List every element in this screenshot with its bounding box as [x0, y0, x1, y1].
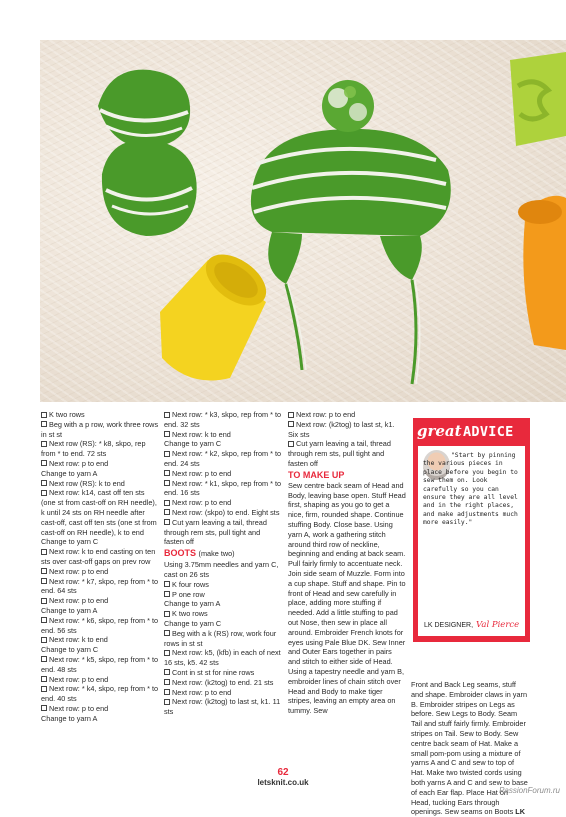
pattern-step — [164, 449, 282, 469]
pattern-step-text: Cut yarn leaving a tail, thread through rem sts, pull tight and fasten off — [164, 517, 267, 547]
pattern-step-text: Change to yarn A — [164, 599, 221, 609]
checkbox-icon[interactable] — [41, 568, 47, 574]
make-up-body: Sew centre back seam of Head and Body, leaving base open. Stuff Head first, shaping as you go to get a nice, firm, rounded shape. Continue stuffing Body. Close base. Using yarn A, work a gathering stitch around third row of neckline, beginning and ending at back seam. Pull fairly firmly to accentuate neck. Join side seam of Muzzle. Form into a cup shape. Stuff and shape. Pin to front of Head and sew carefully in place, adding more stuffing if needed. Add a little stuffing to pad out Nose, then sew in place all around. Embroider French knots for eyes using Pale Blue DK. Sew Inner and Outer Ears together in pairs and stitch to either side of Head. Using a tapestry needle and yarn B, embroider lines of chain stitch over Head and Body to make tiger stripes, leaving an empty area on tummy. Sew — [288, 480, 406, 716]
pattern-step — [41, 547, 159, 567]
checkbox-icon[interactable] — [41, 441, 47, 447]
pattern-step — [41, 596, 159, 606]
pattern-step — [164, 469, 282, 479]
pattern-step — [164, 580, 282, 590]
checkbox-icon[interactable] — [164, 650, 170, 656]
checkbox-icon[interactable] — [164, 679, 170, 685]
pattern-step — [164, 430, 282, 440]
pattern-column-3 — [288, 410, 406, 716]
checkbox-icon[interactable] — [288, 441, 294, 447]
pattern-step — [41, 704, 159, 714]
pattern-step-text: Change to yarn A — [41, 468, 98, 478]
yellow-toy-cup — [160, 244, 275, 380]
pattern-step — [41, 675, 159, 685]
make-up-continued-text: Front and Back Leg seams, stuff and shape. Embroider claws in yarn B. Embroider stripes on Legs as before. Sew Legs to Body. Seam Tail and stuff fairly firmly. Embroider stripes on Tail. Sew to Body. Sew centre back seam of Hat. Make a small pom-pom using a mixture of yarns A and C and sew to top of Hat. Make two twisted cords using both yarns A and C and sew to base of each Ear flap. Place Hat on Head, tucking Ears through openings. Sew seams on Boots — [411, 680, 528, 817]
pattern-step-text: Next row: * k7, skpo, rep from * to end. 64 sts — [41, 576, 159, 596]
pattern-step — [41, 645, 159, 655]
pattern-step-text: Next row: k to end — [49, 635, 108, 645]
checkbox-icon[interactable] — [41, 676, 47, 682]
pattern-step-text: Next row: * k6, skpo, rep from * to end. 56 sts — [41, 615, 159, 635]
pattern-step-text: Change to yarn C — [164, 618, 222, 628]
pattern-step — [41, 459, 159, 469]
checkbox-icon[interactable] — [41, 460, 47, 466]
checkbox-icon[interactable] — [41, 578, 47, 584]
pattern-step-text: Next row: k to end casting on ten sts over cast-off gaps on prev row — [41, 547, 156, 566]
pattern-step — [164, 688, 282, 698]
watermark: PassionForum.ru — [499, 786, 560, 795]
pattern-step — [164, 479, 282, 499]
orange-toy-cup — [518, 196, 566, 350]
pattern-step — [41, 714, 159, 724]
pattern-step — [41, 684, 159, 704]
pattern-step-text: Next row: p to end — [49, 566, 109, 576]
pattern-step-text: Next row: (skpo) to end. Eight sts — [172, 507, 280, 517]
pattern-step — [164, 629, 282, 649]
pattern-column-2 — [164, 410, 282, 717]
pattern-step-text: Next row: * k3, skpo, rep from * to end. 32 sts — [164, 410, 282, 429]
pattern-step-text: Next row: (k2tog) to last st, k1. 11 sts — [164, 697, 281, 717]
pattern-step-text: K two rows — [49, 410, 85, 419]
boots-title: BOOTS — [164, 548, 197, 559]
pattern-step-text: K two rows — [172, 609, 208, 619]
pattern-step — [41, 439, 159, 459]
great-advice-box — [413, 418, 530, 642]
advice-quote: "Start by pinning the various pieces in place before you begin to sew them on. Look carefully so you can ensure they are all level and in the right places, and make adjustments much more easily." — [423, 452, 518, 527]
advice-panel — [418, 446, 525, 636]
pattern-step-text: Next row: p to end — [296, 410, 356, 419]
checkbox-icon[interactable] — [41, 490, 47, 496]
checkbox-icon[interactable] — [164, 669, 170, 675]
green-knitted-hat — [251, 80, 451, 384]
checkbox-icon[interactable] — [164, 519, 170, 525]
boots-finish-steps — [288, 410, 406, 469]
pattern-step-text: Cut yarn leaving a tail, thread through rem sts, pull tight and fasten off — [288, 439, 391, 468]
pattern-step-text: Next row: p to end — [49, 703, 109, 713]
checkbox-icon[interactable] — [41, 686, 47, 692]
checkbox-icon[interactable] — [41, 549, 47, 555]
pattern-step-text: Next row: * k1, skpo, rep from * to end. 16 sts — [164, 478, 282, 498]
pattern-step-text: P one row — [172, 589, 205, 599]
checkbox-icon[interactable] — [41, 598, 47, 604]
pattern-step-text: Change to yarn C — [41, 645, 99, 655]
pattern-step — [164, 590, 282, 600]
green-knitted-bag — [98, 70, 197, 236]
green-toy-block — [510, 52, 566, 146]
checkbox-icon[interactable] — [164, 451, 170, 457]
boots-subtitle: (make two) — [198, 549, 235, 559]
checkbox-icon[interactable] — [164, 581, 170, 587]
pattern-step-text: Next row: * k4, skpo, rep from * to end. 40 sts — [41, 684, 159, 704]
checkbox-icon[interactable] — [41, 705, 47, 711]
designer-label: LK DESIGNER, — [424, 622, 474, 629]
pattern-step — [41, 537, 159, 547]
pattern-column-1 — [41, 410, 159, 724]
pattern-step — [41, 410, 159, 420]
boots-steps — [164, 560, 282, 717]
pattern-step-text: Next row: (k2tog) to last st, k1. Six sts — [288, 419, 395, 439]
checkbox-icon[interactable] — [164, 689, 170, 695]
pattern-step-text: Next row: p to end — [172, 687, 232, 697]
advice-title — [413, 422, 530, 444]
pattern-step — [41, 616, 159, 636]
make-up-continued — [411, 680, 529, 817]
checkbox-icon[interactable] — [164, 500, 170, 506]
pattern-step — [288, 410, 406, 420]
pattern-step — [164, 648, 282, 668]
checkbox-icon[interactable] — [41, 617, 47, 623]
checkbox-icon[interactable] — [164, 509, 170, 515]
pattern-step-text: Next row: p to end — [172, 468, 232, 478]
pattern-step-text: Cont in st st for nine rows — [172, 667, 255, 677]
pattern-step — [41, 635, 159, 645]
pattern-step-text: Change to yarn A — [41, 713, 98, 723]
end-mark: LK — [515, 807, 525, 817]
pattern-step — [164, 518, 282, 547]
designer-signature: Val Pierce — [476, 620, 520, 630]
checkbox-icon[interactable] — [41, 480, 47, 486]
make-up-heading: TO MAKE UP — [288, 469, 345, 480]
pattern-step — [164, 599, 282, 609]
checkbox-icon[interactable] — [41, 656, 47, 662]
pattern-step-text: Next row: k14, cast off ten sts (one st from cast-off on RH needle), k until 24 sts on RH needle after cast-off, cast off ten sts (one st from cast-off on RH needle), k to end — [41, 488, 157, 537]
pattern-column-4 — [411, 680, 529, 817]
photo-illustration — [40, 40, 566, 402]
checkbox-icon[interactable] — [164, 480, 170, 486]
checkbox-icon[interactable] — [164, 699, 170, 705]
pattern-step-text: Next row: p to end — [49, 596, 109, 606]
pattern-step-text: Change to yarn C — [41, 537, 99, 547]
checkbox-icon[interactable] — [164, 591, 170, 597]
pattern-step — [164, 508, 282, 518]
pattern-step — [164, 498, 282, 508]
checkbox-icon[interactable] — [41, 421, 47, 427]
boots-heading — [164, 547, 282, 560]
pattern-step — [41, 479, 159, 489]
pattern-step-text: Next row (RS): k to end — [49, 478, 125, 488]
checkbox-icon[interactable] — [41, 637, 47, 643]
page-number: 62 — [277, 767, 289, 778]
pattern-step-text: Using 3.75mm needles and yarn C, cast on 26 sts — [164, 560, 279, 579]
pattern-step — [288, 439, 406, 468]
hat-decrease-steps — [164, 410, 282, 547]
pattern-step — [41, 567, 159, 577]
pattern-step — [164, 410, 282, 430]
pattern-step-text: Next row: k5, (kfb) in each of next 16 sts, k5. 42 sts — [164, 648, 281, 668]
pattern-step — [164, 668, 282, 678]
pattern-step — [164, 619, 282, 629]
pattern-step — [288, 420, 406, 440]
pattern-step-text: Next row: (k2tog) to end. 21 sts — [172, 677, 274, 687]
checkbox-icon[interactable] — [164, 630, 170, 636]
pattern-step — [164, 609, 282, 619]
pattern-step — [41, 488, 159, 537]
checkbox-icon[interactable] — [164, 611, 170, 617]
pattern-step-text: Change to yarn A — [41, 605, 98, 615]
pattern-step-text: Change to yarn C — [164, 439, 222, 449]
checkbox-icon[interactable] — [164, 431, 170, 437]
pattern-step-text: Next row: * k2, skpo, rep from * to end. 24 sts — [164, 449, 282, 468]
checkbox-icon[interactable] — [288, 412, 294, 418]
page-footer — [0, 767, 566, 787]
pattern-step — [164, 678, 282, 688]
pattern-step-text: Next row: * k5, skpo, rep from * to end. 48 sts — [41, 654, 159, 674]
pattern-step — [41, 655, 159, 675]
checkbox-icon[interactable] — [288, 421, 294, 427]
pattern-step-text: Next row: p to end — [172, 498, 232, 508]
pattern-step — [164, 560, 282, 580]
pattern-step-text: Next row (RS): * k8, skpo, rep from * to end. 72 sts — [41, 439, 146, 459]
pattern-step — [164, 697, 282, 717]
pattern-step-text: Next row: k to end — [172, 429, 231, 439]
pattern-step-text: Beg with a p row, work three rows in st st — [41, 419, 159, 439]
advice-heading: ADVICE — [463, 424, 514, 440]
hero-photo — [40, 40, 566, 402]
pattern-step — [41, 606, 159, 616]
checkbox-icon[interactable] — [164, 470, 170, 476]
pattern-step — [41, 420, 159, 440]
site-link[interactable]: letsknit.co.uk — [257, 778, 309, 787]
advice-credit — [424, 620, 519, 630]
pattern-step-text: Next row: p to end — [49, 674, 109, 684]
pattern-step-text: Next row: p to end — [49, 458, 109, 468]
pattern-step-text: K four rows — [172, 579, 209, 589]
pattern-step — [41, 469, 159, 479]
checkbox-icon[interactable] — [41, 412, 47, 418]
pattern-step — [164, 439, 282, 449]
checkbox-icon[interactable] — [164, 412, 170, 418]
pattern-step-text: Beg with a k (RS) row, work four rows in st st — [164, 628, 277, 648]
advice-great-word: great — [417, 422, 462, 440]
pattern-step — [41, 577, 159, 597]
